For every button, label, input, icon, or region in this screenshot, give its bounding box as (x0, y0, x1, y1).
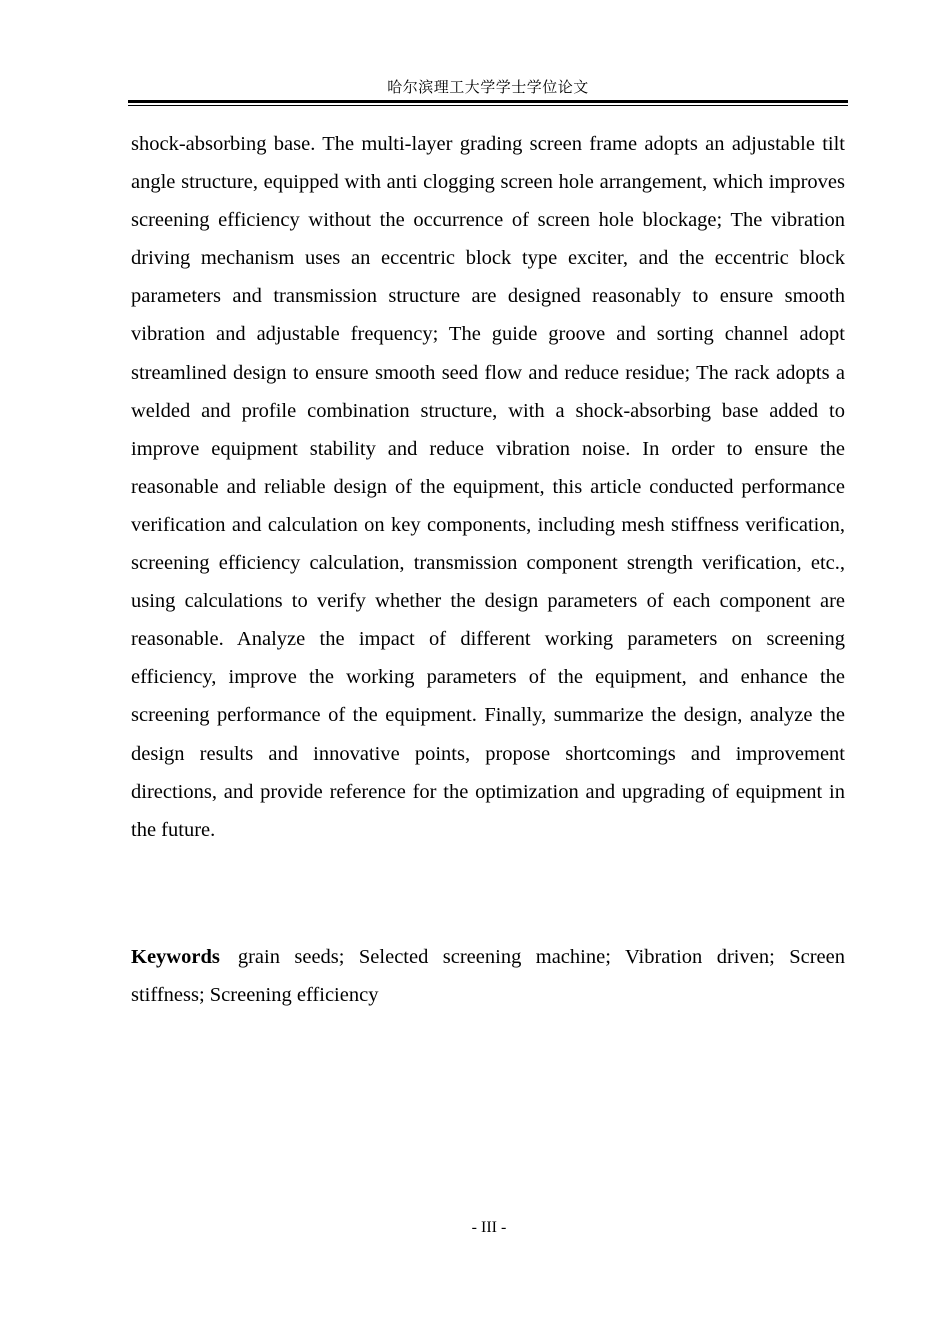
header-rule-thick (128, 100, 848, 103)
page-number: - III - (471, 1219, 507, 1236)
keywords-label: Keywords (131, 946, 220, 968)
abstract-paragraph: shock-absorbing base. The multi-layer grading screen frame adopts an adjustable tilt angle structure, equipped with anti clogging screen hole arrangement, which improves screening efficiency without the occurrence of screen hole blockage; The vibration driving mechanism uses an eccentric block type exciter, and the eccentric block parameters and transmission structure are designed reasonably to ensure smooth vibration and adjustable frequency; The guide groove and sorting channel adopt streamlined design to ensure smooth seed flow and reduce residue; The rack adopts a welded and profile combination structure, with a shock-absorbing base added to improve equipment stability and reduce vibration noise. In order to ensure the reasonable and reliable design of the equipment, this article conducted performance verification and calculation on key components, including mesh stiffness verification, screening efficiency calculation, transmission component strength verification, etc., using calculations to verify whether the design parameters of each component are reasonable. Analyze the impact of different working parameters on screening efficiency, improve the working parameters of the equipment, and enhance the screening performance of the equipment. Finally, summarize the design, analyze the design results and innovative points, propose shortcomings and improvement directions, and provide reference for the optimization and upgrading of equipment in the future. (131, 133, 845, 841)
keywords-text: grain seeds; Selected screening machine; Vibration driven; Screen stiffness; Screening efficiency (131, 946, 845, 1006)
header-rule-thin (128, 105, 848, 106)
keywords-block (131, 938, 845, 1014)
running-header-title: 哈尔滨理工大学学士学位论文 (387, 78, 589, 96)
